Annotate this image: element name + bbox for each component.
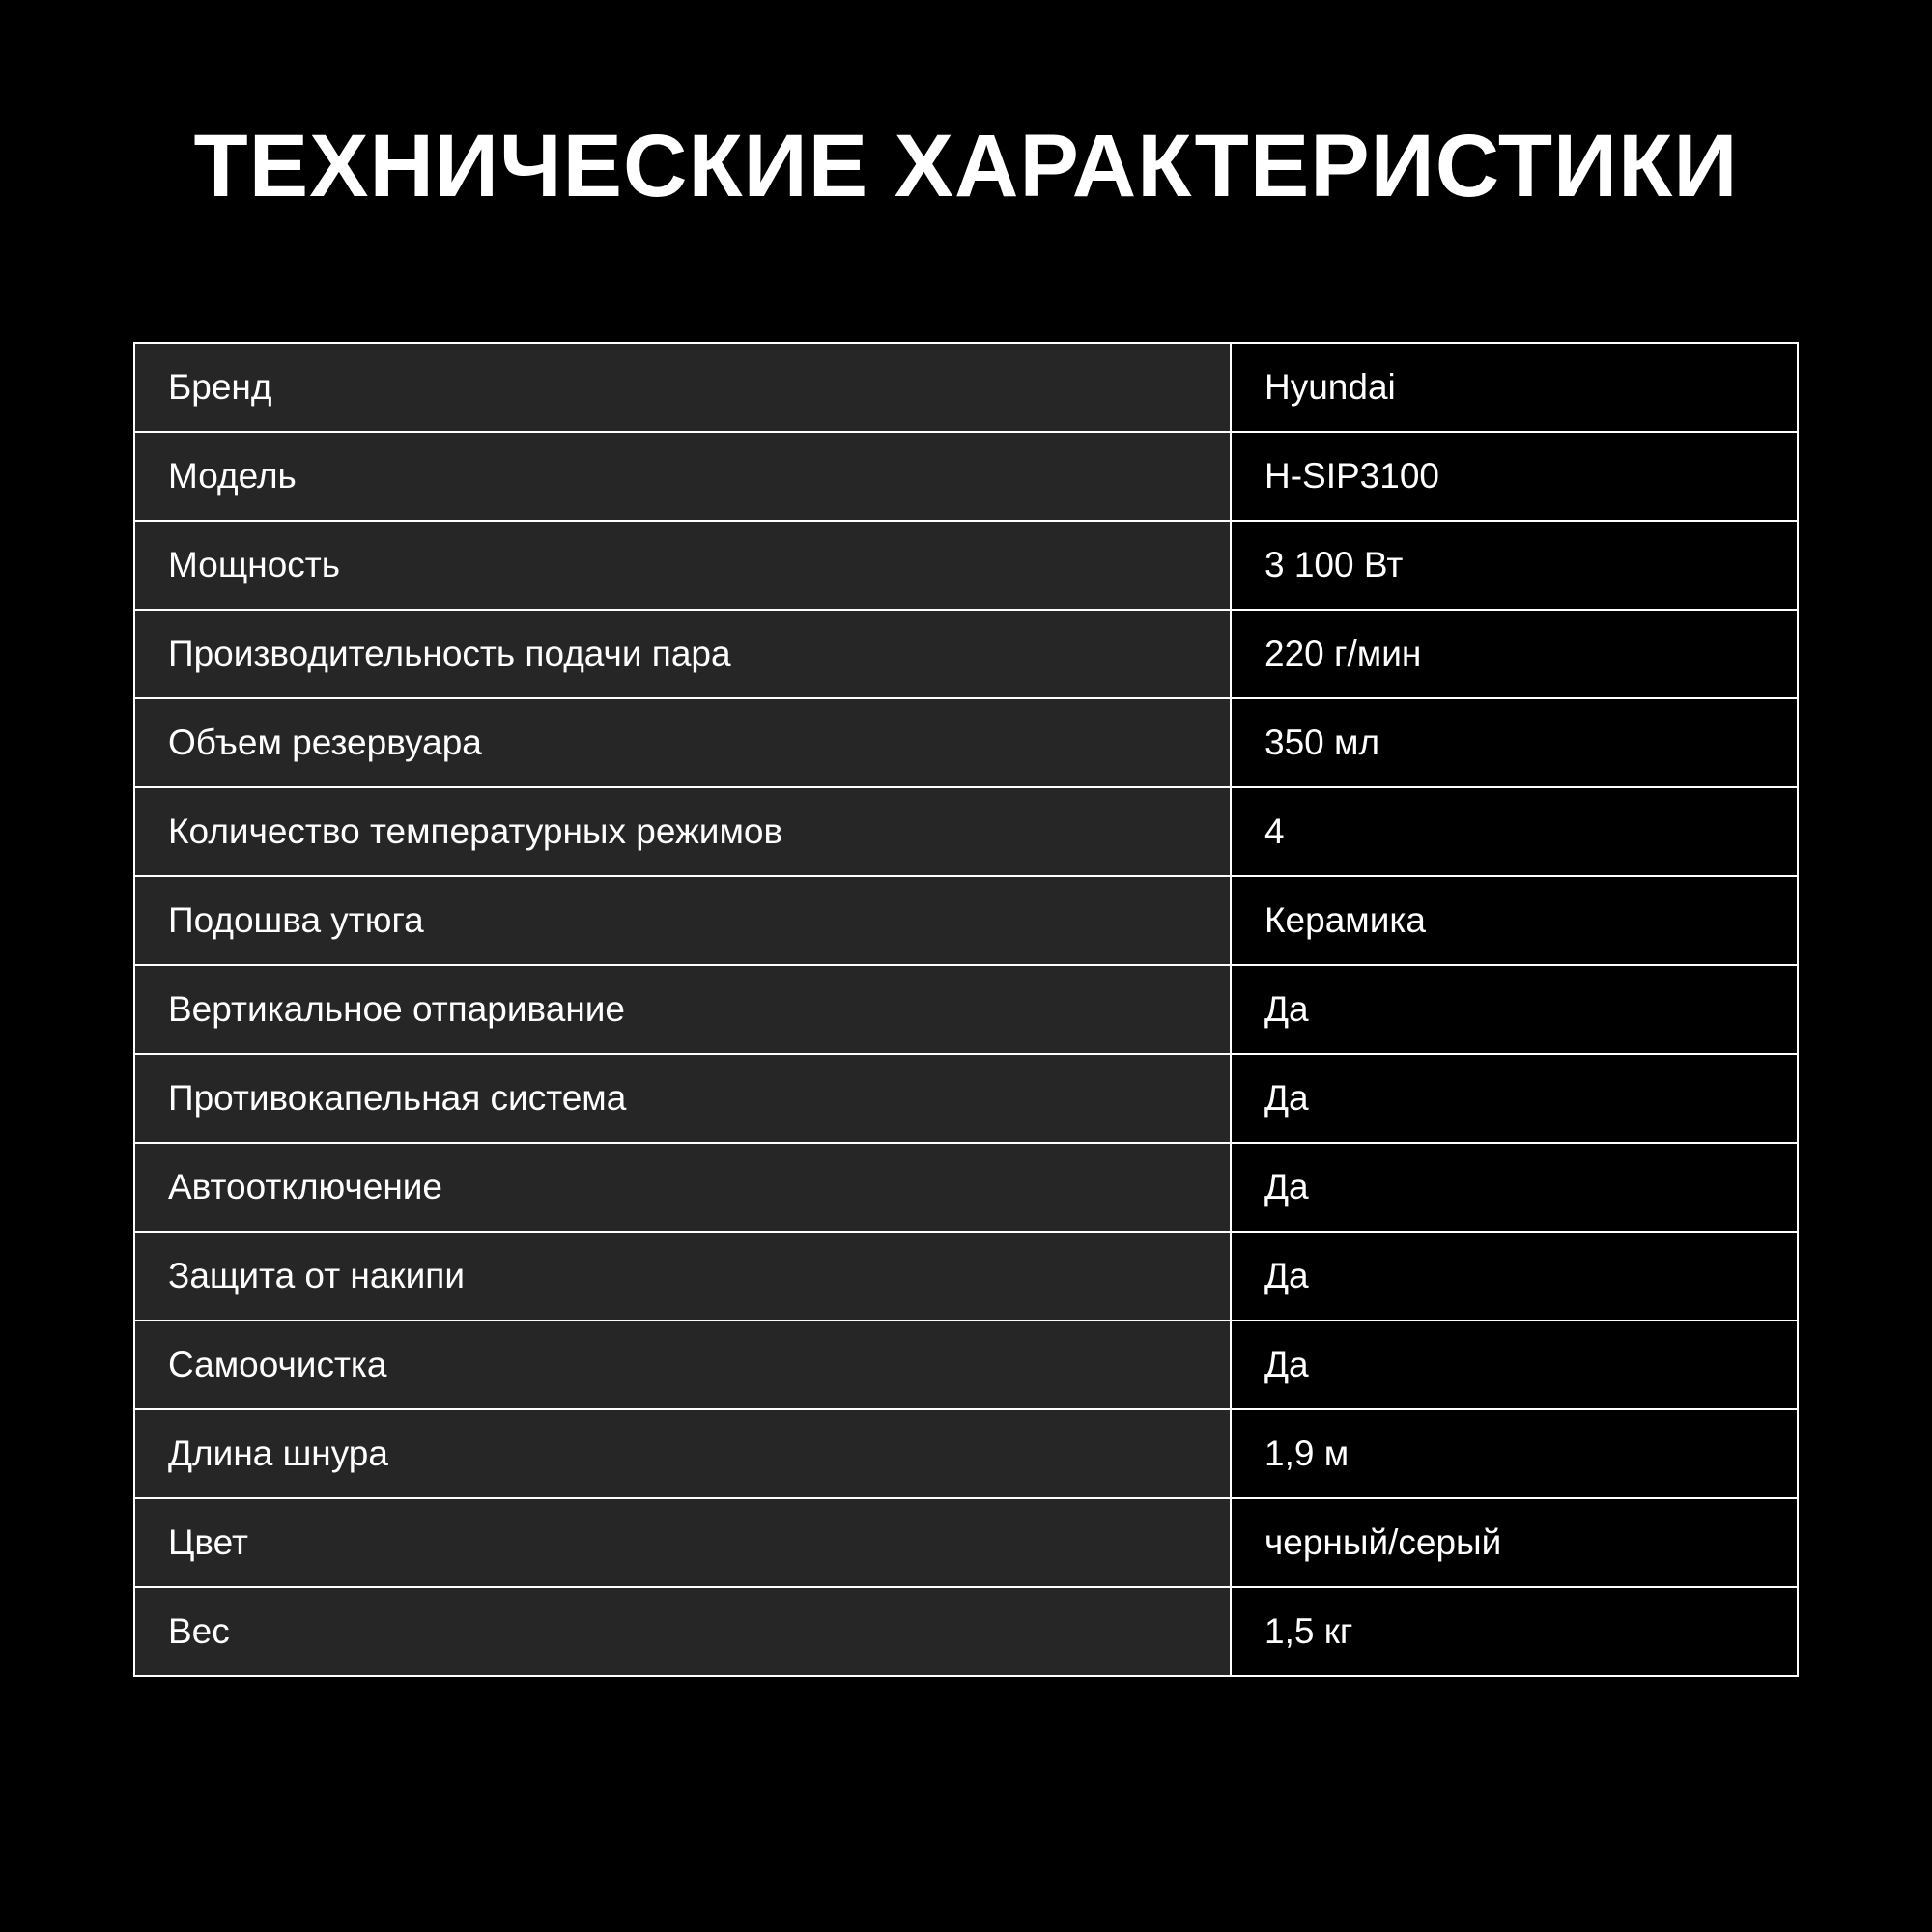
spec-value: Да: [1231, 1321, 1798, 1409]
spec-value: 220 г/мин: [1231, 610, 1798, 698]
table-row: [134, 343, 1798, 432]
table-row: [134, 1587, 1798, 1676]
spec-value: 350 мл: [1231, 698, 1798, 787]
spec-label: Вертикальное отпаривание: [134, 965, 1231, 1054]
spec-label: Защита от накипи: [134, 1232, 1231, 1321]
spec-value: Hyundai: [1231, 343, 1798, 432]
table-row: [134, 1232, 1798, 1321]
spec-value: 1,5 кг: [1231, 1587, 1798, 1676]
spec-value: 3 100 Вт: [1231, 521, 1798, 610]
table-row: [134, 432, 1798, 521]
spec-value: Да: [1231, 1054, 1798, 1143]
spec-label: Самоочистка: [134, 1321, 1231, 1409]
spec-value: черный/серый: [1231, 1498, 1798, 1587]
table-row: [134, 1143, 1798, 1232]
table-row: [134, 876, 1798, 965]
spec-value: 1,9 м: [1231, 1409, 1798, 1498]
spec-label: Количество температурных режимов: [134, 787, 1231, 876]
table-row: [134, 1498, 1798, 1587]
spec-label: Мощность: [134, 521, 1231, 610]
spec-value: Да: [1231, 1143, 1798, 1232]
table-row: [134, 787, 1798, 876]
table-row: [134, 1321, 1798, 1409]
spec-label: Длина шнура: [134, 1409, 1231, 1498]
spec-value: Керамика: [1231, 876, 1798, 965]
spec-table: [133, 342, 1799, 1677]
spec-value: Да: [1231, 1232, 1798, 1321]
spec-label: Подошва утюга: [134, 876, 1231, 965]
table-row: [134, 610, 1798, 698]
table-row: [134, 521, 1798, 610]
spec-label: Производительность подачи пара: [134, 610, 1231, 698]
spec-value: Да: [1231, 965, 1798, 1054]
spec-value: 4: [1231, 787, 1798, 876]
spec-label: Объем резервуара: [134, 698, 1231, 787]
spec-label: Цвет: [134, 1498, 1231, 1587]
spec-label: Бренд: [134, 343, 1231, 432]
spec-label: Вес: [134, 1587, 1231, 1676]
page-title: ТЕХНИЧЕСКИЕ ХАРАКТЕРИСТИКИ: [193, 117, 1739, 215]
spec-label: Автоотключение: [134, 1143, 1231, 1232]
table-row: [134, 1409, 1798, 1498]
table-row: [134, 965, 1798, 1054]
table-row: [134, 698, 1798, 787]
spec-value: H-SIP3100: [1231, 432, 1798, 521]
spec-table-body: [134, 343, 1798, 1676]
table-row: [134, 1054, 1798, 1143]
spec-label: Модель: [134, 432, 1231, 521]
spec-label: Противокапельная система: [134, 1054, 1231, 1143]
